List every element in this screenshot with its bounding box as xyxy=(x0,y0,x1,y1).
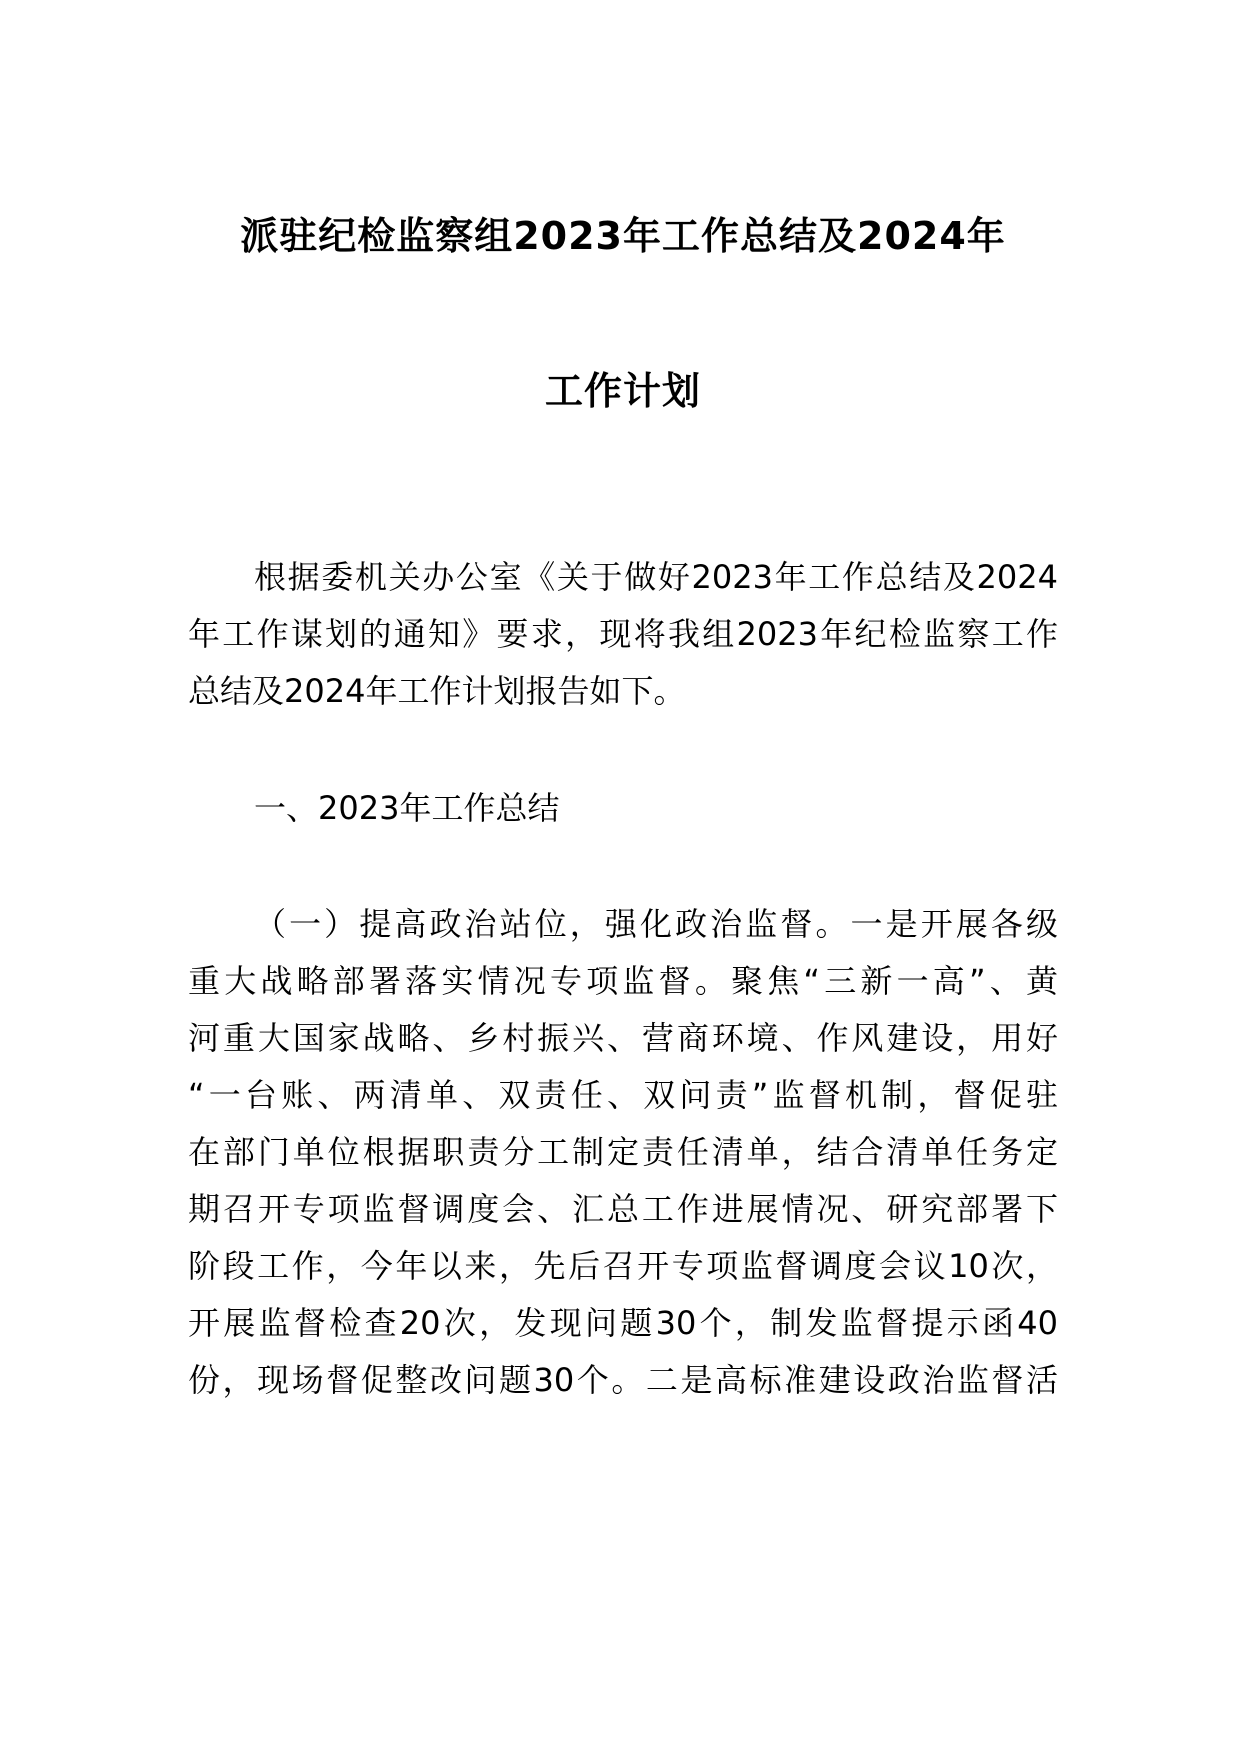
paragraph-line-1: （一）提高政治站位，强化政治监督。一是开展各级 xyxy=(254,905,1058,943)
paragraph-line-6: 期召开专项监督调度会、汇总工作进展情况、研究部署下 xyxy=(188,1190,1058,1228)
paragraph-line-4: “一台账、两清单、双责任、双问责”监督机制，督促驻 xyxy=(188,1076,1058,1114)
paragraph-line-8: 开展监督检查20次，发现问题30个，制发监督提示函40 xyxy=(188,1304,1058,1342)
paragraph-line-3: 河重大国家战略、乡村振兴、营商环境、作风建设，用好 xyxy=(188,1019,1058,1057)
document-title-line-2: 工作计划 xyxy=(544,369,701,413)
document-title-line-1: 派驻纪检监察组2023年工作总结及2024年 xyxy=(240,214,1006,258)
intro-line-2: 年工作谋划的通知》要求，现将我组2023年纪检监察工作 xyxy=(188,615,1058,653)
intro-line-3: 总结及2024年工作计划报告如下。 xyxy=(188,672,686,710)
paragraph-line-5: 在部门单位根据职责分工制定责任清单，结合清单任务定 xyxy=(188,1133,1058,1171)
intro-line-1: 根据委机关办公室《关于做好2023年工作总结及2024 xyxy=(254,558,1058,596)
section-heading-1: 一、2023年工作总结 xyxy=(254,789,560,827)
paragraph-line-2: 重大战略部署落实情况专项监督。聚焦“三新一高”、黄 xyxy=(188,962,1058,1000)
paragraph-line-7: 阶段工作，今年以来，先后召开专项监督调度会议10次， xyxy=(188,1247,1058,1285)
paragraph-line-9: 份，现场督促整改问题30个。二是高标准建设政治监督活 xyxy=(188,1361,1058,1399)
